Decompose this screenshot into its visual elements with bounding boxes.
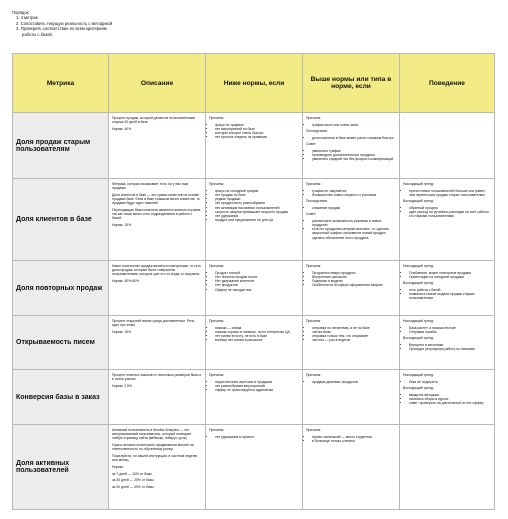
cell-heading: Совет: (306, 212, 317, 217)
description-cell (109, 370, 206, 425)
cell-heading: Причины: (306, 182, 322, 186)
cell-heading: Причины: (209, 182, 225, 186)
metric-name: Доля продаж старым пользователям (13, 113, 109, 179)
list-item: • контуры алгорит очень быстро (215, 131, 299, 135)
cell-heading: Причины: (306, 428, 322, 432)
list-item: • вводится методика (409, 393, 491, 397)
below-norm-cell (206, 370, 303, 425)
description-paragraph: Пожалуйста, по нашей инструкции, в частном неделю или месяц. (112, 454, 198, 463)
cell-heading: Причины: (306, 319, 322, 323)
metric-name: Конверсия базы в заказ (13, 370, 109, 425)
description-paragraph: Какое количество продаж является повторными, то есть доля продаж, которые были совершены пользователями, которые уже что-то когда-то покупали. (112, 264, 201, 277)
cell-list (306, 326, 396, 343)
cell-list (403, 206, 491, 219)
list-item: • нет разнообразия мероприятий (215, 384, 299, 388)
cell-heading: Восходящий тренд: (403, 199, 434, 204)
metrics-table (12, 53, 495, 510)
behavior-cell (400, 316, 495, 370)
list-item: • идет расход на рутинных расходов на счет работы со старыми пользователями (409, 210, 491, 218)
header-metric: Метрика (13, 54, 109, 113)
list-item: • Нет удержания клиентов (215, 279, 299, 283)
list-item: • отправка по сегментам, а не по базе (312, 326, 396, 330)
list-item: • Особенности по сфере оформления закупки (312, 283, 396, 287)
description-paragraph: Норма: 15% (112, 223, 132, 228)
list-item: • оффер не транслируется адресатам (215, 388, 299, 392)
cell-list (403, 343, 491, 351)
cell-list (306, 380, 396, 384)
list-item: • База растет, а письма плохие (409, 326, 491, 330)
table-row (13, 113, 495, 179)
behavior-cell (400, 261, 495, 316)
list-item: • рассмотреть возможность рекламы в новых продуктах (312, 219, 396, 227)
description-paragraph: Переходящие базы клиентов являются жизнью случаев, так как лишь много есть подразделения в работе с базой. (112, 208, 202, 221)
cell-list (306, 206, 396, 210)
list-item: • нет продаж по базе (215, 193, 299, 197)
cell-list (209, 380, 299, 393)
above-norm-cell (303, 370, 400, 425)
cell-heading: Нисходящий тренд: (403, 373, 434, 377)
cell-heading: Последствия: (306, 128, 328, 133)
below-norm-cell (206, 113, 303, 179)
list-item: • Проводит регулярную работу по письмам (409, 347, 491, 351)
table-row (13, 425, 495, 510)
above-norm-cell (303, 316, 400, 370)
header-above: Выше нормы или типа в норме, если (303, 54, 400, 113)
table-row (13, 261, 495, 316)
cell-heading: - (403, 116, 405, 120)
list-item: • трафик мало или очень мало (312, 123, 396, 127)
list-item: • Подписки и модели (312, 279, 396, 283)
description-cell (109, 113, 206, 179)
list-item: • частота — раз в неделю (312, 338, 396, 342)
list-item: • Отправка ошибок (409, 330, 491, 334)
list-item: • начались сборы в курсах (409, 397, 491, 401)
cell-heading: Восходящий тренд: (403, 385, 434, 390)
cell-list (209, 435, 299, 439)
description-cell (109, 179, 206, 261)
list-item: • нет продуктового разнообразия (215, 201, 299, 205)
cell-heading: Причины: (209, 428, 225, 432)
description-paragraph: Активный пользователь в Monitor Analytics — это авторизованный пользователь, который посещает любую страницу сайта (вебинар, геймург, урок). (112, 428, 192, 441)
list-item: • недостаточное агрессии в продажах (215, 380, 299, 384)
list-item: • нет писем в почту, не есть в базе (215, 334, 299, 338)
list-item: • Оффер не находит вас (215, 288, 299, 292)
cell-list (306, 219, 396, 240)
intro-steps (16, 15, 112, 37)
description-paragraph: Норма: 40%-60% (112, 279, 140, 284)
description-paragraph: Норма: 15% (112, 329, 132, 334)
intro-block (12, 10, 112, 37)
description-paragraph: Доля клиентов в базе — это сумма клиентов на основе продажи базе. Если в базе слишком много клиентов, то продажи будут идти тяжелей. (112, 192, 200, 206)
description-paragraph: Нужно активно мониторить продвижения многие на ответственность по обученному рынку. (112, 443, 194, 452)
description-cell (109, 425, 206, 510)
cell-list (403, 288, 491, 301)
list-item: • снижение продаж (312, 206, 396, 210)
list-item: • нет удержания в проекте (215, 435, 299, 439)
list-item: • отправка только тем, кто открывает (312, 334, 396, 338)
list-item: • производить дополнительные продукты (312, 153, 396, 157)
list-item: • редкие продажи (215, 197, 299, 201)
cell-heading: Нисходящий тренд: (403, 264, 434, 268)
table-header-row (13, 54, 495, 113)
list-item: • трафик не закупается (312, 189, 396, 193)
cell-list (403, 380, 491, 384)
cell-heading: Причины: (209, 319, 225, 323)
cell-heading: Восходящий тренд: (403, 281, 434, 286)
list-item: • Продукт плохой (215, 271, 299, 275)
list-item: • появились новые модели продаж старым пользователям (409, 292, 491, 300)
list-item: • фокус на холодный трафик (215, 189, 299, 193)
list-item: • продажа дешевых продуктов (312, 380, 396, 384)
description-paragraph: Процент продаж, который делается пользователями старше 30 дней в базе. (112, 116, 195, 125)
description-paragraph: Нормы: (112, 464, 124, 469)
cell-list (306, 123, 396, 127)
list-item: • письма хорошо в попапах, но не интересны ЦА (215, 330, 299, 334)
cell-list (209, 189, 299, 223)
list-item: • продукт или предложение не для ЦА (215, 218, 299, 222)
list-item: • большинство новых покупок от учеников (312, 193, 396, 197)
list-item: • нет активации пассивных пользователей (215, 206, 299, 210)
list-item: • проект маленький — много студентов (312, 435, 396, 439)
list-item: • фокус на трафике (215, 123, 299, 127)
below-norm-cell (206, 261, 303, 316)
cell-heading: Причины: (306, 116, 322, 120)
cell-list (306, 271, 396, 288)
list-item: • увеличить трафик (312, 149, 396, 153)
list-item: • если по продуктам метрики высокие, то: сделать акционный трафик; произвести новый продукт; сделать обновление этого продукта (312, 227, 396, 240)
list-item: • нет мероприятий по базе (215, 127, 299, 131)
above-norm-cell (303, 425, 400, 510)
metric-name: Доля клиентов в базе (13, 179, 109, 261)
cell-list (306, 435, 396, 443)
description-paragraph: Норма: 40% (112, 126, 132, 131)
description-paragraph: Норма: 2,5% (112, 383, 133, 388)
list-item: • Внутренние рассылки (312, 275, 396, 279)
list-item: • обратный процесс (409, 206, 491, 210)
list-item: • Вернулся в заголовки (409, 343, 491, 347)
cell-list (209, 326, 299, 343)
cell-heading: Причины: (209, 373, 225, 377)
description-paragraph: Метрика, которая показывает, есть ли у вас еще продажи. (112, 182, 189, 191)
list-item: • нет удержания (215, 214, 299, 218)
description-paragraph: за 90 дней — 40% от базы (112, 485, 154, 490)
above-norm-cell (303, 113, 400, 179)
description-cell (109, 316, 206, 370)
list-item: • чистка базы (312, 330, 396, 334)
cell-list (306, 189, 396, 197)
list-item: • Продаются микро-продукты (312, 271, 396, 275)
cell-list (403, 271, 491, 279)
below-norm-cell (206, 425, 303, 510)
header-description: Описание (109, 54, 206, 113)
cell-list (209, 271, 299, 292)
list-item: • прогон новых пользователей больше или равен, чем перенесших продаж старых пользователям (409, 189, 491, 197)
list-item: • Ориентации на холодные продажи (409, 275, 491, 279)
table-row (13, 370, 495, 425)
metric-name: Доля активных пользователей (13, 425, 109, 510)
description-cell (109, 261, 206, 316)
description-paragraph: за 30 дней — 20% от базы (112, 478, 154, 483)
intro-step: 3. Проверить соответствие по всем критериям (16, 26, 107, 32)
behavior-cell (400, 370, 495, 425)
intro-step: 1. 4 метрик (16, 15, 38, 21)
above-norm-cell (303, 179, 400, 261)
list-item: • совет: проверить на длительный по эти оффер (409, 401, 491, 405)
cell-heading: Причины: (209, 116, 225, 120)
intro-step: работы с базой. (22, 31, 53, 37)
cell-heading: Совет: (306, 141, 317, 146)
intro-step: 2. Сопоставить текущую реальность с методикой (16, 20, 113, 26)
intro-title: Порядок: (12, 10, 30, 15)
list-item: • доля клиентов в базе может расти слишком быстро (312, 136, 396, 140)
cell-heading: Причины: (306, 264, 322, 268)
cell-heading: Нисходящий тренд: (403, 319, 434, 323)
list-item: • вообще нет писем в рассылке (215, 338, 299, 342)
list-item: • база не подогрета (409, 380, 491, 384)
metric-name: Доля повторных продаж (13, 261, 109, 316)
description-paragraph: за 7 дней — 10% от базы (112, 471, 152, 476)
list-item: • Снабжения, может повторные продажи (409, 271, 491, 275)
cell-list (209, 123, 299, 140)
metric-name: Открываемость писем (13, 316, 109, 370)
cell-list (306, 136, 396, 140)
cell-heading: Восходящий тренд: (403, 336, 434, 341)
list-item: • Нет продуктов (215, 283, 299, 287)
list-item: • увеличить средний чек без фокуса и коммуникаций (312, 157, 396, 161)
behavior-cell (400, 179, 495, 261)
description-paragraph: Процент платных заказов от несколько размеров базы и в очень узкомо. (112, 373, 202, 382)
cell-heading: Последствия: (306, 199, 328, 204)
cell-list (403, 189, 491, 197)
list-item: • нет прогноз следить за прямыми (215, 135, 299, 139)
above-norm-cell (303, 261, 400, 316)
below-norm-cell (206, 179, 303, 261)
cell-heading: Причины: (209, 264, 225, 268)
cell-list (306, 149, 396, 162)
below-norm-cell (206, 316, 303, 370)
header-behavior: Поведение (400, 54, 495, 113)
cell-list (403, 326, 491, 334)
table-row (13, 179, 495, 261)
table-row (13, 316, 495, 370)
behavior-cell (400, 425, 495, 510)
cell-heading: Причины: (306, 373, 322, 377)
list-item: • скорость закупки превышает скорость продаж (215, 210, 299, 214)
list-item: • письма — спама (215, 326, 299, 330)
cell-list (403, 393, 491, 406)
description-paragraph: Процент открытий писем среди доставленных. Речь идет про email. (112, 319, 195, 328)
cell-heading: Нисходящий тренд: (403, 182, 434, 186)
list-item: • в больнице только ученики (312, 439, 396, 443)
list-item: • Нет попыток продаж после (215, 275, 299, 279)
header-below: Ниже нормы, если (206, 54, 303, 113)
behavior-cell (400, 113, 495, 179)
list-item: • есть работа с базой (409, 288, 491, 292)
